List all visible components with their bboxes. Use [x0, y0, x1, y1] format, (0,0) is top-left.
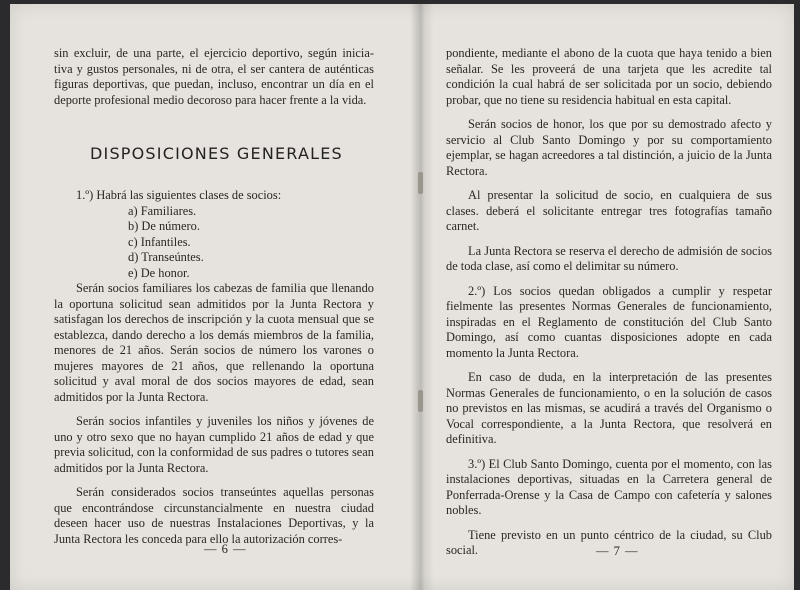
list-item: a) Familiares.	[128, 203, 197, 218]
booklet-spread	[10, 4, 794, 590]
paragraph: Serán socios de honor, los que por su demostrado afecto y servicio al Club Santo Domingo y por su comportamiento ejemplar, se hagan acreedores a tal distinción, a juicio de la Junta Rectora.	[446, 117, 772, 178]
intro-line: figuras deportivas, que puedan, incluso, encontrar un día en el	[54, 77, 374, 91]
list-item: c) Infantiles.	[128, 234, 191, 249]
left-intro-text	[54, 46, 374, 108]
list-item: e) De honor.	[128, 265, 190, 280]
page-number: — 7 —	[596, 544, 639, 558]
intro-line: sin excluir, de una parte, el ejercicio deportivo, según inicia-	[54, 46, 374, 60]
left-body-text	[54, 188, 374, 547]
right-body-text	[446, 46, 772, 559]
paragraph: 3.º) El Club Santo Domingo, cuenta por el momento, con las instalaciones deportivas, situadas en la Carretera general de Ponferrada-Orense y la Casa de Campo con cafetería y salones nobles.	[446, 456, 772, 517]
paragraph: Serán socios familiares los cabezas de familia que llenando la oportuna solicitud sean admitidos por la Junta Rectora y satisfagan los derechos de inscripción y la cuota mensual que se establezca, dando derecho a los demás miembros de la familia, menores de 21 años. Serán socios de número los varones o mujeres mayores de 21 años, que rellenando la oportuna solicitud y aval moral de dos socios mayores de edad, sean admitidos por la Junta Rectora.	[54, 281, 374, 404]
paragraph: 2.º) Los socios quedan obligados a cumplir y respetar fielmente las presentes Normas Generales de funcionamiento, inspiradas en el Reglamento de constitución del Club Santo Domingo, así como cuantas disposiciones adopte en cada momento la Junta Rectora.	[446, 283, 772, 360]
page-left	[10, 4, 420, 590]
paragraph: Al presentar la solicitud de socio, en cualquiera de sus clases. deberá el solicitante entregar tres fotografías tamaño carnet.	[446, 188, 772, 233]
paragraph: La Junta Rectora se reserva el derecho de admisión de socios de toda clase, así como el delimitar su número.	[446, 243, 772, 273]
paragraph: Serán socios infantiles y juveniles los niños y jóvenes de uno y otro sexo que no hayan cumplido 21 años de edad y que previa solicitud, con la conformidad de sus padres o tutores sean admitidos por la Junta Rectora.	[54, 414, 374, 475]
page-number: — 6 —	[204, 542, 247, 556]
section-heading: DISPOSICIONES GENERALES	[90, 144, 343, 163]
list-item: d) Transeúntes.	[128, 250, 204, 264]
paragraph: pondiente, mediante el abono de la cuota que haya tenido a bien señalar. Se les proveerá de una tarjeta que les acredite tal condición la cual habrá de ser solicitada por un socio, debiendo probar, que no tiene su residencia habitual en esta capital.	[446, 46, 772, 107]
paragraph: Serán considerados socios transeúntes aquellas personas que encontrándose circunstancialmente en nuestra ciudad deseen hacer uso de nuestras Instalaciones Deportivas, y la Junta Rectora les conceda para ello la autorización corres-	[54, 485, 374, 546]
paragraph: En caso de duda, en la interpretación de las presentes Normas Generales de funcionamiento, o en la solución de casos no previstos en las mismas, se acudirá a través del Organismo o Vocal correspondiente, a la Junta Rectora, que resolverá en definitiva.	[446, 370, 772, 446]
member-class-list	[54, 204, 374, 282]
intro-line: deporte profesional medio decoroso para hacer frente a la vida.	[54, 92, 367, 107]
list-item: b) De número.	[128, 219, 200, 233]
clause-1-lead: 1.º) Habrá las siguientes clases de socios:	[76, 188, 282, 202]
page-right	[420, 4, 794, 590]
paragraph: Tiene previsto en un punto céntrico de la ciudad, su Club social.	[446, 527, 772, 557]
intro-line: tiva y gustos personales, ni de otra, el ser cantera de auténticas	[54, 61, 374, 76]
